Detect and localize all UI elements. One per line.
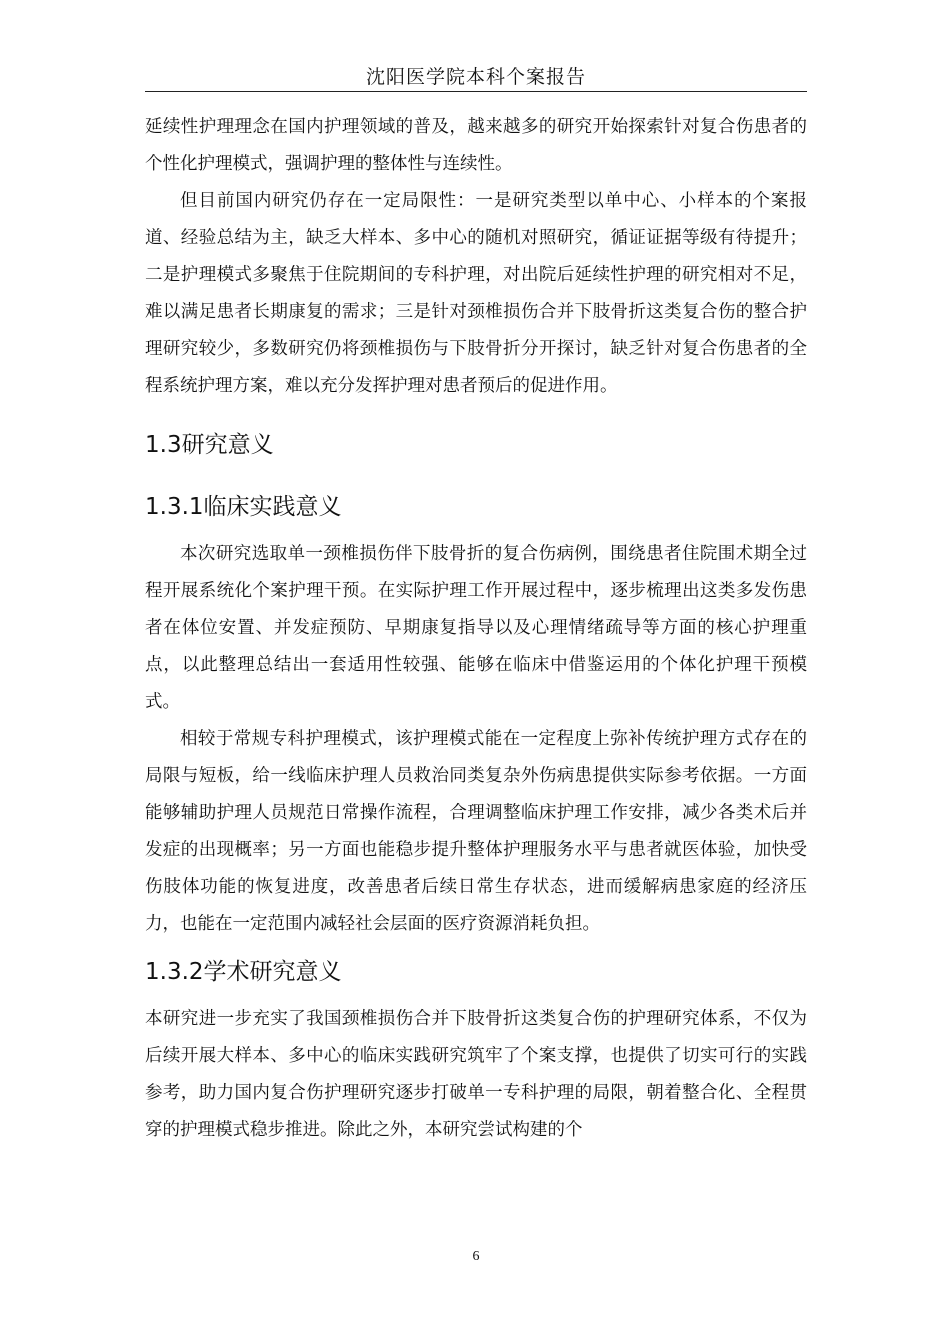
subsection-heading-clinical-significance: 1.3.1临床实践意义 (145, 494, 342, 520)
header-divider (145, 91, 807, 92)
paragraph-limitations: 但目前国内研究仍存在一定局限性：一是研究类型以单中心、小样本的个案报道、经验总结为主，缺乏大样本、多中心的随机对照研究，循证证据等级有待提升；二是护理模式多聚焦于住院期间的专科护理，对出院后延续性护理的研究相对不足，难以满足患者长期康复的需求；三是针对颈椎损伤合并下肢骨折这类复合伤的整合护理研究较少，多数研究仍将颈椎损伤与下肢骨折分开探讨，缺乏针对复合伤患者的全程系统护理方案，难以充分发挥护理对患者预后的促进作用。 (145, 191, 807, 396)
section-heading-research-significance: 1.3研究意义 (145, 432, 274, 458)
page-number: 6 (472, 1249, 480, 1264)
subsection-heading-academic-significance: 1.3.2学术研究意义 (145, 959, 342, 985)
paragraph-continuation: 延续性护理理念在国内护理领域的普及，越来越多的研究开始探索针对复合伤患者的个性化护理模式，强调护理的整体性与连续性。 (145, 117, 807, 174)
document-body (145, 109, 807, 1149)
paragraph-clinical-benefits: 相较于常规专科护理模式，该护理模式能在一定程度上弥补传统护理方式存在的局限与短板，给一线临床护理人员救治同类复杂外伤病患提供实际参考依据。一方面能够辅助护理人员规范日常操作流程，合理调整临床护理工作安排，减少各类术后并发症的出现概率；另一方面也能稳步提升整体护理服务水平与患者就医体验，加快受伤肢体功能的恢复进度，改善患者后续日常生存状态，进而缓解病患家庭的经济压力，也能在一定范围内减轻社会层面的医疗资源消耗负担。 (145, 729, 807, 934)
paragraph-academic: 本研究进一步充实了我国颈椎损伤合并下肢骨折这类复合伤的护理研究体系，不仅为后续开展大样本、多中心的临床实践研究筑牢了个案支撑，也提供了切实可行的实践参考，助力国内复合伤护理研究逐步打破单一专科护理的局限，朝着整合化、全程贯穿的护理模式稳步推进。除此之外，本研究尝试构建的个 (145, 1009, 807, 1140)
paragraph-clinical-case: 本次研究选取单一颈椎损伤伴下肢骨折的复合伤病例，围绕患者住院围术期全过程开展系统化个案护理干预。在实际护理工作开展过程中，逐步梳理出这类多发伤患者在体位安置、并发症预防、早期康复指导以及心理情绪疏导等方面的核心护理重点，以此整理总结出一套适用性较强、能够在临床中借鉴运用的个体化护理干预模式。 (145, 544, 807, 712)
page-header-title: 沈阳医学院本科个案报告 (365, 66, 586, 88)
